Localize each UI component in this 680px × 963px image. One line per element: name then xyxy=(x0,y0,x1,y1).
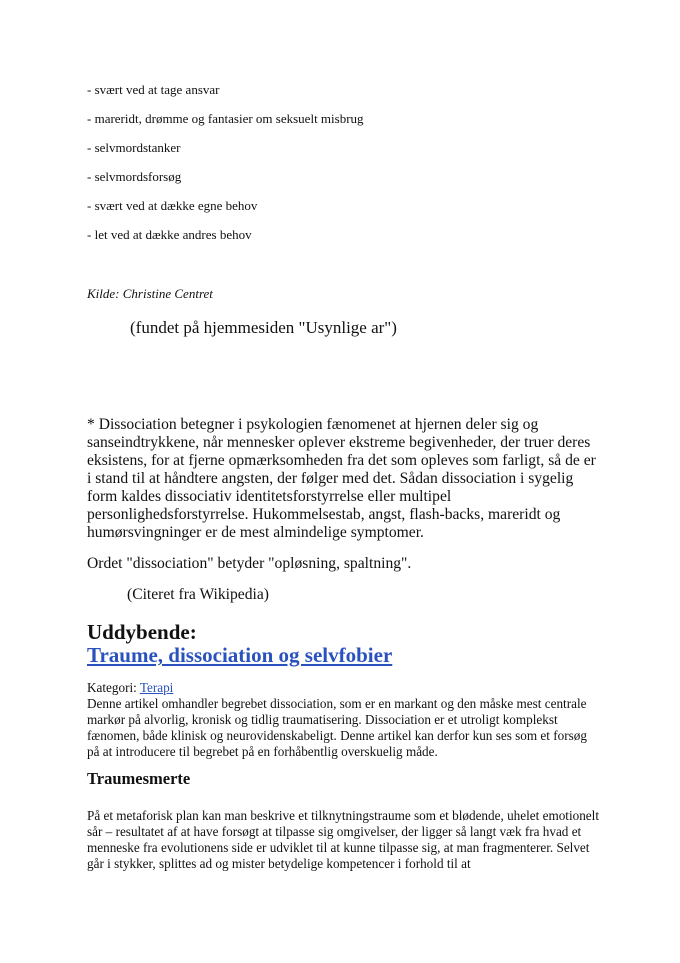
bullet-item: - selvmordstanker xyxy=(87,140,181,155)
bullet-item: - let ved at dække andres behov xyxy=(87,227,252,242)
bullet-item: - mareridt, drømme og fantasier om seksuelt misbrug xyxy=(87,111,364,126)
category-line xyxy=(87,680,599,696)
category-label: Kategori: xyxy=(87,680,140,695)
found-on-note: (fundet på hjemmesiden "Usynlige ar") xyxy=(130,318,397,337)
bullet-item: - svært ved at dække egne behov xyxy=(87,198,258,213)
bullet-item: - svært ved at tage ansvar xyxy=(87,82,220,97)
article-title-link[interactable]: Traume, dissociation og selvfobier xyxy=(87,643,393,667)
dissociation-paragraph: * Dissociation betegner i psykologien fænomenet at hjernen deler sig og sanseindtrykkene, når mennesker oplever ekstreme begivenheder, der truer deres eksistens, for at fjerne opmærksomheden fra det som opleves som farligt, så de er i stand til at håndtere angsten, der følger med det. Sådan dissociation i sygelig form kaldes dissociativ identitetsforstyrrelse eller multipel personlighedsforstyrrelse. Hukommelsestab, angst, flash-backs, mareridt og humørsvingninger er de mest almindelige symptomer. xyxy=(87,416,596,541)
heading-traumesmerte: Traumesmerte xyxy=(87,769,191,788)
article-intro: Denne artikel omhandler begrebet dissociation, som er en markant og den måske mest centrale markør på alvorlig, kronisk og tidlig traumatisering. Dissociation er et utroligt komplekst fænomen, både klinisk og neurovidenskabeligt. Denne artikel kan derfor kun ses som et forsøg på at introducere til begrebet på en forhåbentlig overskuelig måde. xyxy=(87,696,587,759)
heading-uddybende: Uddybende: xyxy=(87,620,197,644)
meaning-paragraph: Ordet "dissociation" betyder "opløsning, spaltning". xyxy=(87,555,412,572)
source-credit: Kilde: Christine Centret xyxy=(87,286,213,301)
citation-note: (Citeret fra Wikipedia) xyxy=(127,586,269,603)
category-link[interactable]: Terapi xyxy=(139,680,174,695)
traumesmerte-paragraph: På et metaforisk plan kan man beskrive et tilknytningstraume som et blødende, uhelet emotionelt sår – resultatet af at have forsøgt at tilpasse sig omgivelser, der ligger så langt væk fra hvad et menneske fra evolutionens side er udviklet til at kunne tilpasse sig, at man fragmenterer. Selvet går i stykker, splittes ad og mister betydelige kompetencer i forhold til at xyxy=(87,808,599,871)
bullet-item: - selvmordsforsøg xyxy=(87,169,182,184)
